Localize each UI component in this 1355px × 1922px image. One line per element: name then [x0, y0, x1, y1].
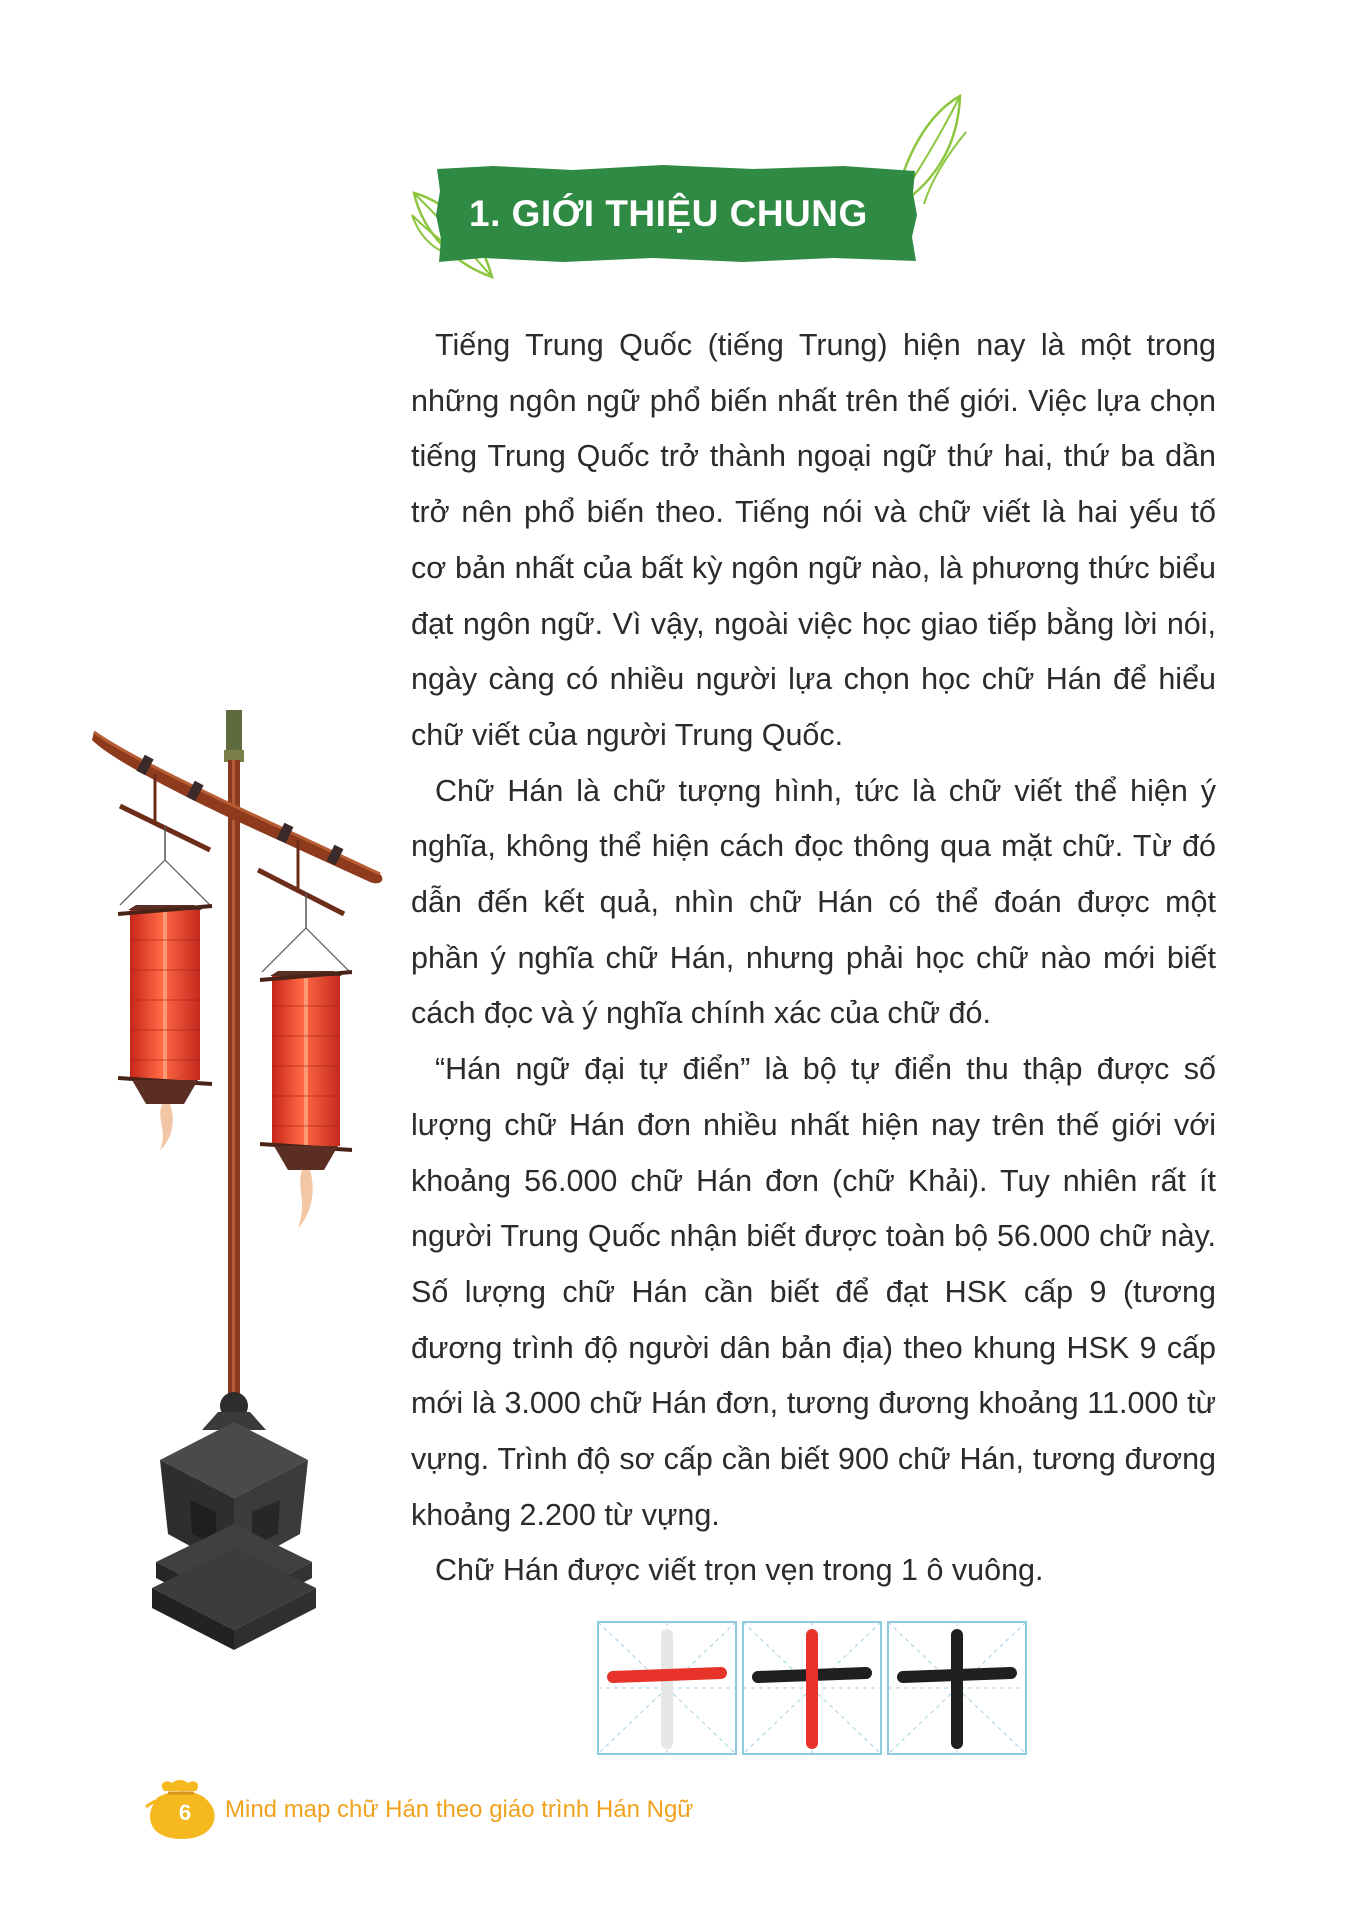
stroke-box-1 [598, 1622, 736, 1754]
section-heading-banner [433, 163, 919, 265]
book-title: Mind map chữ Hán theo giáo trình Hán Ngữ [225, 1796, 694, 1823]
stroke-box-2 [743, 1622, 881, 1754]
stroke-box-3 [888, 1622, 1026, 1754]
paragraph-1: Tiếng Trung Quốc (tiếng Trung) hiện nay là một trong những ngôn ngữ phổ biến nhất trên thế giới. Việc lựa chọn tiếng Trung Quốc trở thành ngoại ngữ thứ hai, thứ ba dần trở nên phổ biến theo. Tiếng nói và chữ viết là hai yếu tố cơ bản nhất của bất kỳ ngôn ngữ nào, là phương thức biểu đạt ngôn ngữ. Vì vậy, ngoài việc học giao tiếp bằng lời nói, ngày càng có nhiều người lựa chọn học chữ Hán để hiểu chữ viết của người Trung Quốc. [411, 328, 1216, 752]
body-text [411, 318, 1216, 1599]
paragraph-3: “Hán ngữ đại tự điển” là bộ tự điển thu thập được số lượng chữ Hán đơn nhiều nhất hiện nay trên thế giới với khoảng 56.000 chữ Hán đơn (chữ Khải). Tuy nhiên rất ít người Trung Quốc nhận biết được toàn bộ 56.000 chữ này. Số lượng chữ Hán cần biết để đạt HSK cấp 9 (tương đương trình độ người dân bản địa) theo khung HSK 9 cấp mới là 3.000 chữ Hán đơn, tương đương khoảng 11.000 từ vựng. Trình độ sơ cấp cần biết 900 chữ Hán, tương đương khoảng 2.200 từ vựng. [411, 1052, 1216, 1532]
paragraph-2: Chữ Hán là chữ tượng hình, tức là chữ viết thể hiện ý nghĩa, không thể hiện cách đọc thông qua mặt chữ. Từ đó dẫn đến kết quả, nhìn chữ Hán có thể đoán được một phần ý nghĩa chữ Hán, nhưng phải học chữ nào mới biết cách đọc và ý nghĩa chính xác của chữ đó. [411, 773, 1216, 1031]
stroke-order-demo [597, 1621, 1029, 1757]
page-number: 6 [178, 1800, 192, 1825]
lantern-lamppost-illustration [90, 700, 390, 1660]
paragraph-4: Chữ Hán được viết trọn vẹn trong 1 ô vuông. [435, 1553, 1044, 1588]
section-heading: 1. GIỚI THIỆU CHUNG [469, 193, 868, 234]
